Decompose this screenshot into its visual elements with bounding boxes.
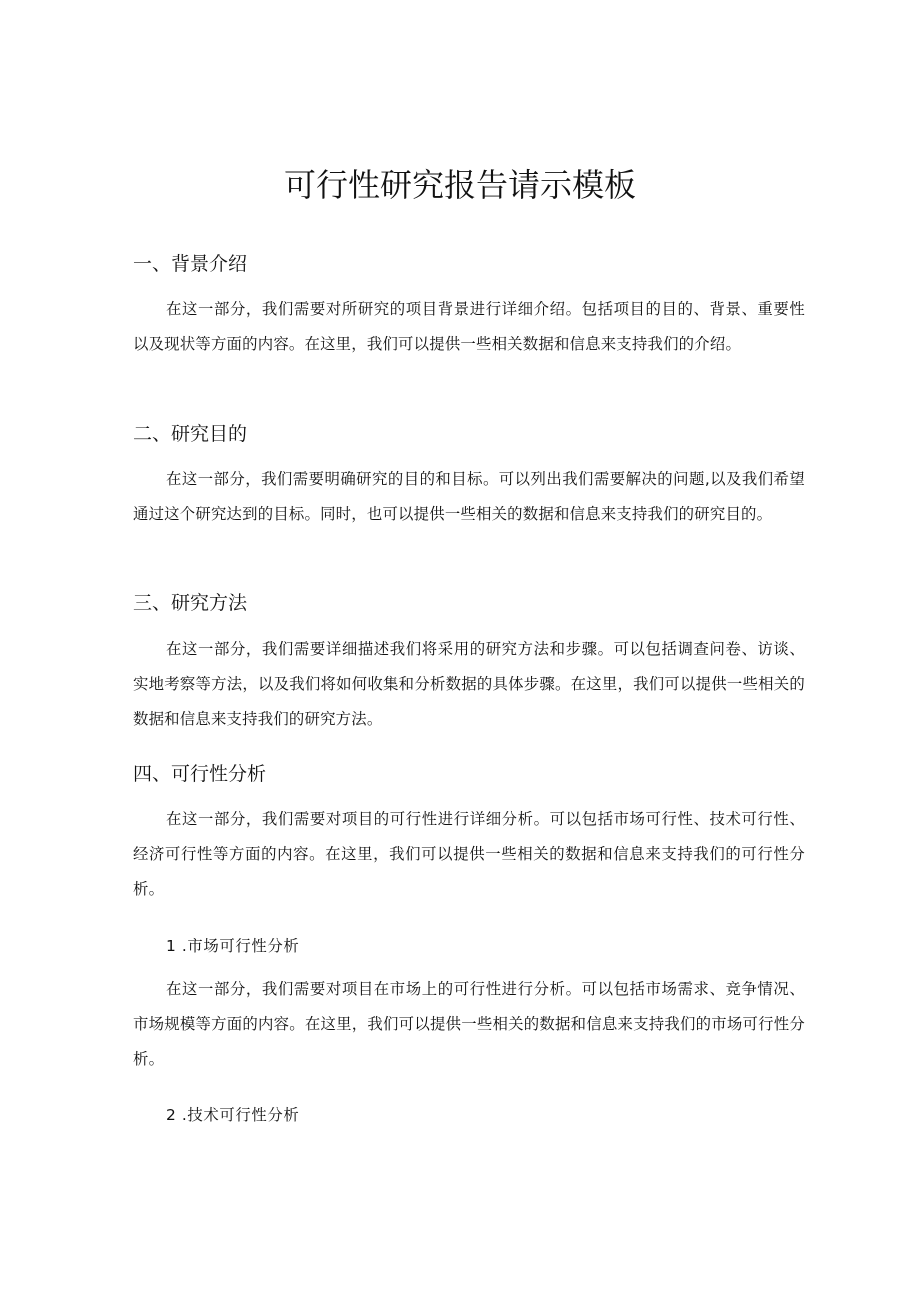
section-paragraph-purpose: 在这一部分，我们需要明确研究的目的和目标。可以列出我们需要解决的问题,以及我们希望通过这个研究达到的目标。同时，也可以提供一些相关的数据和信息来支持我们的研究目的。	[133, 470, 805, 523]
subsection-heading-market: 1 .市场可行性分析	[166, 937, 300, 955]
subsection-paragraph-market: 在这一部分，我们需要对项目在市场上的可行性进行分析。可以包括市场需求、竞争情况、市场规模等方面的内容。在这里，我们可以提供一些相关的数据和信息来支持我们的市场可行性分析。	[133, 980, 805, 1068]
section-heading-method: 三、研究方法	[133, 592, 248, 614]
document-title: 可行性研究报告请示模板	[283, 166, 636, 204]
section-paragraph-feasibility: 在这一部分，我们需要对项目的可行性进行详细分析。可以包括市场可行性、技术可行性、经济可行性等方面的内容。在这里，我们可以提供一些相关的数据和信息来支持我们的可行性分析。	[133, 810, 805, 898]
section-heading-purpose: 二、研究目的	[133, 423, 248, 445]
section-heading-background: 一、背景介绍	[133, 253, 248, 275]
section-paragraph-method: 在这一部分，我们需要详细描述我们将采用的研究方法和步骤。可以包括调查问卷、访谈、实地考察等方法，以及我们将如何收集和分析数据的具体步骤。在这里，我们可以提供一些相关的数据和信息来支持我们的研究方法。	[133, 640, 805, 728]
section-paragraph-background: 在这一部分，我们需要对所研究的项目背景进行详细介绍。包括项目的目的、背景、重要性以及现状等方面的内容。在这里，我们可以提供一些相关数据和信息来支持我们的介绍。	[133, 300, 805, 353]
subsection-heading-technical: 2 .技术可行性分析	[166, 1106, 300, 1124]
section-heading-feasibility: 四、可行性分析	[133, 763, 267, 785]
